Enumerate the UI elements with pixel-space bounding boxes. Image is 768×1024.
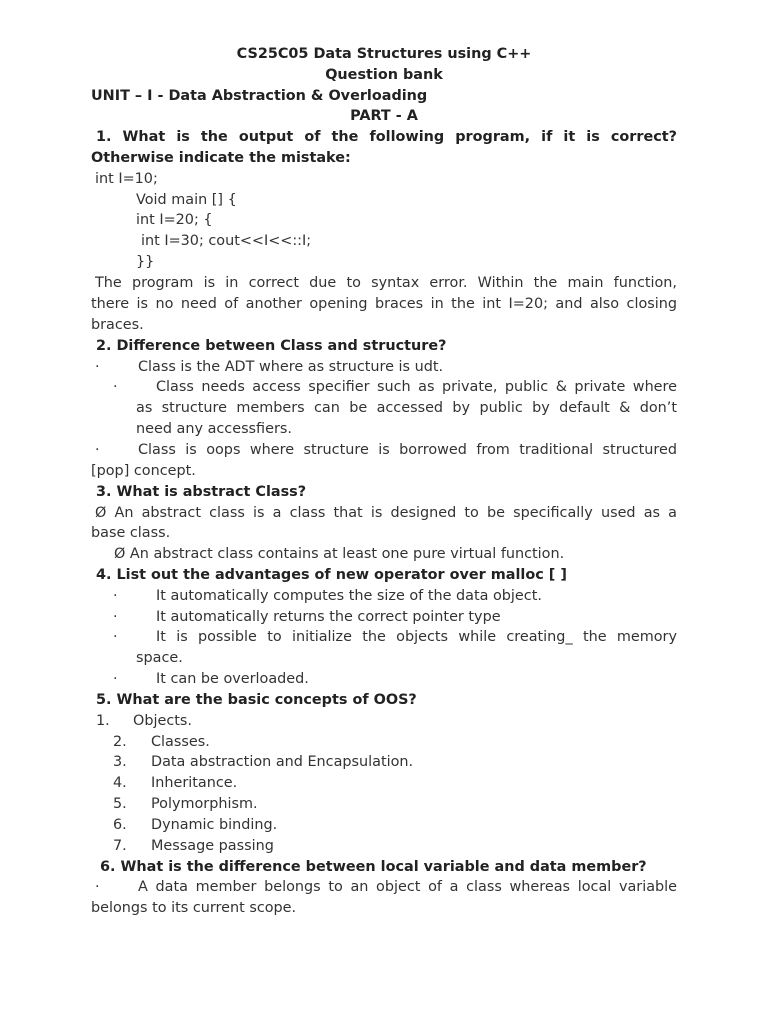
q5-question: 5. What are the basic concepts of OOS? xyxy=(96,692,417,708)
q2-question: 2. Difference between Class and structure? xyxy=(96,338,447,354)
q1-question-line1: 1. What is the output of the following program, if it is correct? xyxy=(96,129,677,145)
list-item-number: 3. xyxy=(113,754,127,770)
list-item: Classes. xyxy=(151,734,210,750)
q1-answer-line2: there is no need of another opening braces in the int I=20; and also closing xyxy=(91,296,677,312)
q1-code-line: int I=20; { xyxy=(136,212,213,228)
q4-point4: It can be overloaded. xyxy=(156,671,309,687)
q2-point1: Class is the ADT where as structure is udt. xyxy=(138,359,444,375)
q2-point3-line1: Class is oops where structure is borrowed from traditional structured xyxy=(138,442,677,458)
bullet-icon: · xyxy=(113,609,118,625)
q1-answer-line3: braces. xyxy=(91,317,144,333)
q1-code-line: Void main [] { xyxy=(136,192,237,208)
list-item-number: 5. xyxy=(113,796,127,812)
q1-code-line: int I=30; cout<<I<<::I; xyxy=(141,233,312,249)
document-title: CS25C05 Data Structures using C++ xyxy=(236,46,532,62)
document-subtitle: Question bank xyxy=(325,67,443,83)
list-item-number: 6. xyxy=(113,817,127,833)
list-item: Data abstraction and Encapsulation. xyxy=(151,754,414,770)
list-item: Dynamic binding. xyxy=(151,817,278,833)
q3-answer1-line1: Ø An abstract class is a class that is designed to be specifically used as a xyxy=(95,505,677,521)
list-item: Message passing xyxy=(151,838,274,854)
q4-point3-line2: space. xyxy=(136,650,183,666)
q4-point1: It automatically computes the size of the data object. xyxy=(156,588,542,604)
q6-question: 6. What is the difference between local variable and data member? xyxy=(100,859,647,875)
q4-question: 4. List out the advantages of new operator over malloc [ ] xyxy=(96,567,567,583)
list-item-number: 7. xyxy=(113,838,127,854)
q3-answer1-line2: base class. xyxy=(91,525,171,541)
q4-point3-line1: It is possible to initialize the objects while creating_ the memory xyxy=(156,629,677,645)
bullet-icon: · xyxy=(113,629,118,645)
part-heading: PART - A xyxy=(350,108,418,124)
list-item: Inheritance. xyxy=(151,775,238,791)
bullet-icon: · xyxy=(95,442,100,458)
list-item-number: 4. xyxy=(113,775,127,791)
bullet-icon: · xyxy=(113,588,118,604)
q2-point2-line1: Class needs access specifier such as private, public & private where xyxy=(156,379,677,395)
q3-answer2: Ø An abstract class contains at least one pure virtual function. xyxy=(114,546,565,562)
bullet-icon: · xyxy=(95,359,100,375)
q2-point2-line2: as structure members can be accessed by public by default & don’t xyxy=(136,400,677,416)
q1-code-line: }} xyxy=(136,254,155,270)
q1-question-line2: Otherwise indicate the mistake: xyxy=(91,150,351,166)
q1-code-line: int I=10; xyxy=(95,171,158,187)
unit-heading: UNIT – I - Data Abstraction & Overloading xyxy=(91,88,428,104)
q4-point2: It automatically returns the correct pointer type xyxy=(156,609,501,625)
list-item: Polymorphism. xyxy=(151,796,258,812)
list-item-number: 1. xyxy=(96,713,110,729)
q6-answer-line2: belongs to its current scope. xyxy=(91,900,297,916)
bullet-icon: · xyxy=(113,671,118,687)
bullet-icon: · xyxy=(95,879,100,895)
list-item: Objects. xyxy=(133,713,192,729)
bullet-icon: · xyxy=(113,379,118,395)
list-item-number: 2. xyxy=(113,734,127,750)
q6-answer-line1: A data member belongs to an object of a class whereas local variable xyxy=(138,879,677,895)
q1-answer-line1: The program is in correct due to syntax error. Within the main function, xyxy=(95,275,677,291)
q3-question: 3. What is abstract Class? xyxy=(96,484,307,500)
q2-point2-line3: need any accessfiers. xyxy=(136,421,292,437)
q2-point3-line2: [pop] concept. xyxy=(91,463,196,479)
